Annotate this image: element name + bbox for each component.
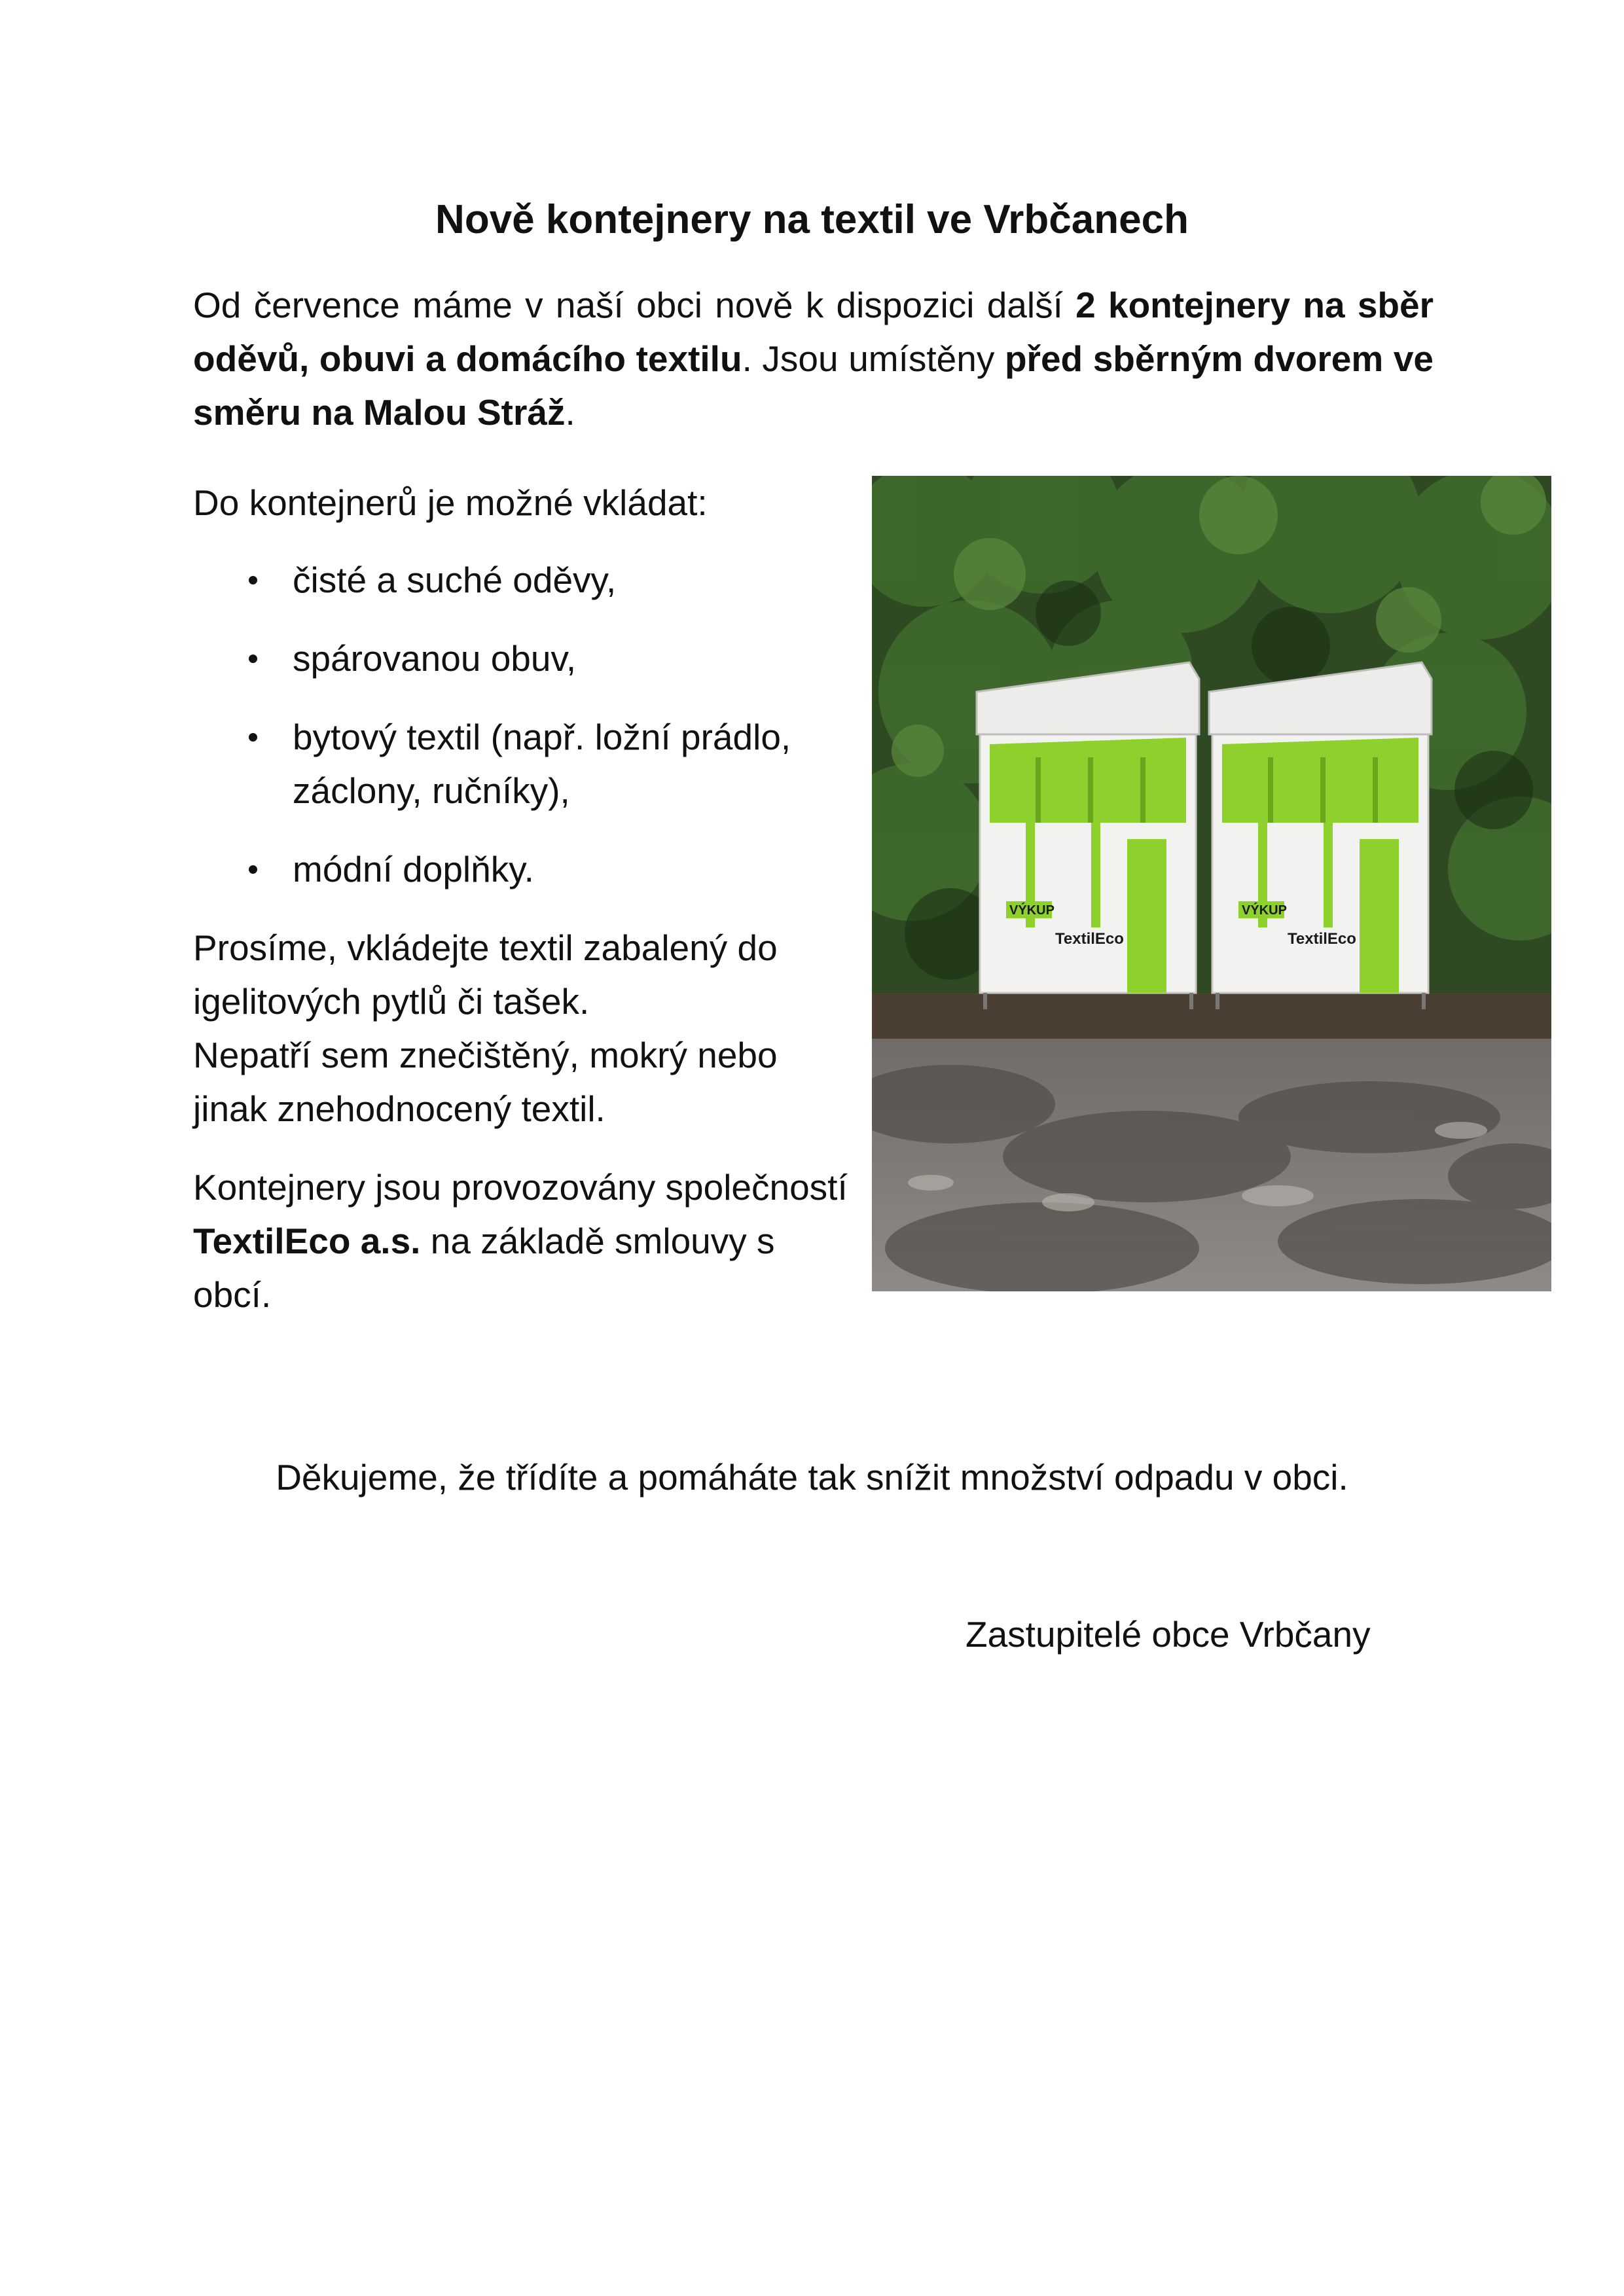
intro-text-2: . Jsou umístěny bbox=[742, 338, 1005, 379]
operator-text-2: na základě smlouvy s obcí. bbox=[193, 1221, 775, 1315]
request-line-1: Prosíme, vkládejte textil zabalený do igelitových pytlů či tašek. bbox=[193, 927, 778, 1022]
signature: Zastupitelé obce Vrbčany bbox=[965, 1614, 1371, 1655]
operator-company: TextilEco a.s. bbox=[193, 1221, 421, 1261]
list-item: módní doplňky. bbox=[193, 842, 861, 896]
thanks-line: Děkujeme, že třídíte a pomáháte tak snížit množství odpadu v obci. bbox=[276, 1457, 1348, 1498]
left-column bbox=[193, 476, 861, 1346]
operator-paragraph bbox=[193, 1160, 861, 1321]
container-right bbox=[1209, 662, 1432, 1009]
allowed-items-list bbox=[193, 553, 861, 896]
container-left bbox=[977, 662, 1199, 1009]
intro-text-3: . bbox=[565, 392, 575, 433]
list-item: čisté a suché oděvy, bbox=[193, 553, 861, 607]
container-right-vykup: VÝKUP bbox=[1242, 903, 1287, 918]
container-left-vykup: VÝKUP bbox=[1009, 903, 1055, 918]
request-paragraph bbox=[193, 921, 861, 1136]
operator-text-1: Kontejnery jsou provozovány společností bbox=[193, 1167, 848, 1208]
intro-text-1: Od července máme v naší obci nově k dispozici další bbox=[193, 285, 1076, 325]
request-line-2: Nepatří sem znečištěný, mokrý nebo jinak znehodnocený textil. bbox=[193, 1035, 778, 1129]
list-item: spárovanou obuv, bbox=[193, 632, 861, 685]
page-title: Nově kontejnery na textil ve Vrbčanech bbox=[435, 197, 1189, 242]
intro-paragraph bbox=[193, 278, 1434, 439]
container-right-brand: TextilEco bbox=[1288, 930, 1356, 948]
containers-photo bbox=[872, 476, 1551, 1291]
intro-bold-location: před sběrným dvorem ve směru na Malou Stráž bbox=[193, 338, 1434, 433]
intro-bold-containers: 2 kontejnery na sběr oděvů, obuvi a domácího textilu bbox=[193, 285, 1434, 379]
allowed-intro: Do kontejnerů je možné vkládat: bbox=[193, 482, 708, 523]
container-left-brand: TextilEco bbox=[1055, 930, 1124, 948]
list-item: bytový textil (např. ložní prádlo, záclony, ručníky), bbox=[193, 710, 861, 817]
